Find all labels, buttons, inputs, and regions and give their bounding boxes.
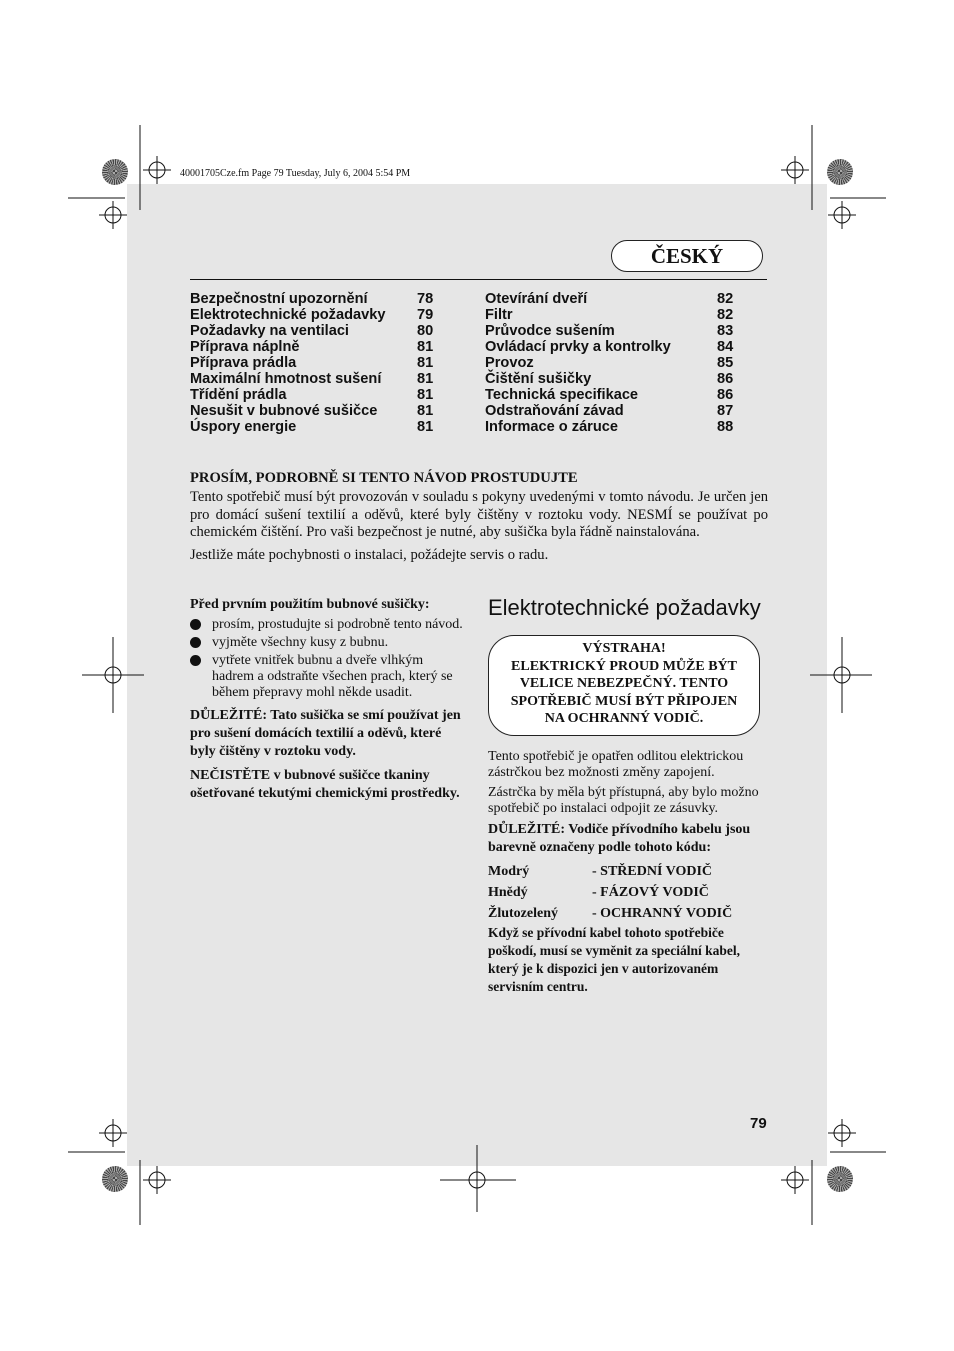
toc-page-number: 81 — [417, 403, 434, 419]
warning-line: ELEKTRICKÝ PROUD MŮŽE BÝT — [511, 658, 737, 674]
wire-function: - STŘEDNÍ VODIČ — [592, 863, 713, 879]
toc-page-number: 82 — [717, 307, 734, 323]
list-item — [190, 653, 466, 701]
list-item-text: vytřete vnitřek bubnu a dveře vlhkým hadrem a odstraňte všechen prach, který se během přepravy mohl někde usadit. — [212, 653, 453, 700]
toc-entry — [190, 355, 450, 371]
toc-title: Otevírání dveří — [485, 291, 588, 307]
rosette-bottom-right — [827, 1166, 853, 1192]
rosette-top-left — [102, 159, 128, 185]
rosette-top-right — [827, 159, 853, 185]
important-note: DŮLEŽITÉ: Tato sušička se smí používat jen pro sušení domácích textilií a oděvů, které byly čištěny v roztoku vody. — [190, 708, 461, 759]
toc-entry — [190, 339, 450, 355]
toc-title: Odstraňování závad — [485, 403, 624, 419]
left-column — [190, 596, 466, 803]
toc-title: Čištění sušičky — [485, 371, 592, 387]
toc-entry — [485, 339, 745, 355]
toc-title: Průvodce sušením — [485, 323, 615, 339]
wire-color: Modrý — [488, 863, 530, 879]
toc-title: Informace o záruce — [485, 419, 619, 435]
first-use-list — [190, 617, 466, 701]
electrical-heading: Elektrotechnické požadavky — [488, 595, 761, 620]
heading-rule — [190, 279, 767, 280]
bullet-icon — [190, 619, 201, 630]
toc-page-number: 81 — [417, 339, 434, 355]
intro-text — [190, 489, 768, 569]
first-use-heading: Před prvním použitím bubnové sušičky: — [190, 597, 430, 612]
toc-title: Ovládací prvky a kontrolky — [485, 339, 671, 355]
rosette-bottom-left — [102, 1166, 128, 1192]
toc-entry — [485, 355, 745, 371]
toc-title: Elektrotechnické požadavky — [190, 307, 386, 323]
toc-title: Třídění prádla — [190, 387, 287, 403]
toc-title: Úspory energie — [190, 419, 297, 435]
intro-heading: PROSÍM, PODROBNĚ SI TENTO NÁVOD PROSTUDUJTE — [190, 470, 578, 486]
toc-title: Příprava prádla — [190, 355, 297, 371]
toc-title: Nesušit v bubnové sušičce — [190, 403, 378, 419]
toc-entry — [190, 291, 450, 307]
warning-box — [488, 635, 760, 736]
cable-replacement-note: Když se přívodní kabel tohoto spotřebiče poškodí, musí se vyměnit za speciální kabel, který je k dispozici jen v autorizovaném servisním centru. — [488, 924, 741, 994]
toc-page-number: 80 — [417, 323, 434, 339]
toc-title: Filtr — [485, 307, 513, 323]
bullet-icon — [190, 637, 201, 648]
toc-right-column — [485, 291, 745, 435]
toc-page-number: 83 — [717, 323, 734, 339]
toc-page-number: 81 — [417, 355, 434, 371]
list-item — [190, 617, 466, 633]
toc-entry — [485, 419, 745, 435]
toc-entry — [190, 403, 450, 419]
wire-row — [488, 861, 768, 882]
toc-page-number: 84 — [717, 339, 734, 355]
page-number: 79 — [750, 1115, 767, 1132]
intro-paragraph: Jestliže máte pochybnosti o instalaci, požádejte servis o radu. — [190, 546, 549, 563]
wire-color-table — [488, 861, 768, 924]
warning-line: VELICE NEBEZPEČNÝ. TENTO — [519, 676, 729, 692]
warning-line: NA OCHRANNÝ VODIČ. — [544, 711, 704, 727]
warning-line: SPOTŘEBIČ MUSÍ BÝT PŘIPOJEN — [510, 693, 738, 709]
warning-line: VÝSTRAHA! — [582, 641, 666, 656]
toc-entry — [485, 403, 745, 419]
toc-entry — [485, 387, 745, 403]
toc-entry — [190, 371, 450, 387]
toc-page-number: 88 — [717, 419, 734, 435]
wire-function: - FÁZOVÝ VODIČ — [592, 884, 709, 900]
toc-page-number: 81 — [417, 387, 434, 403]
wire-row — [488, 903, 768, 924]
toc-page-number: 81 — [417, 371, 434, 387]
toc-entry — [190, 419, 450, 435]
toc-title: Požadavky na ventilaci — [190, 323, 349, 339]
toc-title: Maximální hmotnost sušení — [190, 371, 382, 387]
toc-entry — [485, 291, 745, 307]
wire-color: Hnědý — [488, 884, 528, 900]
toc-left-column — [190, 291, 450, 435]
intro-paragraph: Tento spotřebič musí být provozován v souladu s pokyny uvedenými v tomto návodu. Je určen jen pro domácí sušení textilií a oděvů, které byly čištěny v roztoku vody. NESMÍ se používat po chemickém čištění. Pro vaši bezpečnost je nutné, aby sušička byla řádně nainstalována. — [190, 489, 768, 540]
list-item-text: vyjměte všechny kusy z bubnu. — [212, 635, 389, 650]
wire-code-note: DŮLEŽITÉ: Vodiče přívodního kabelu jsou barevně označeny podle tohoto kódu: — [488, 821, 751, 855]
cleaning-warning: NEČISTĚTE v bubnové sušičce tkaniny ošetřované tekutými chemickými prostředky. — [190, 768, 460, 801]
toc-title: Bezpečnostní upozornění — [190, 291, 368, 307]
file-header-note: 40001705Cze.fm Page 79 Tuesday, July 6, 2004 5:54 PM — [180, 168, 411, 179]
toc-page-number: 81 — [417, 419, 434, 435]
toc-entry — [485, 371, 745, 387]
toc-entry — [485, 323, 745, 339]
right-column — [488, 594, 768, 1000]
toc-page-number: 79 — [417, 307, 434, 323]
bullet-icon — [190, 655, 201, 666]
socket-paragraph: Zástrčka by měla být přístupná, aby bylo možno spotřebič po instalaci odpojit ze zásuvky. — [488, 784, 759, 816]
plug-paragraph: Tento spotřebič je opatřen odlitou elektrickou zástrčkou bez možnosti změny zapojení. — [488, 748, 744, 780]
list-item-text: prosím, prostudujte si podrobně tento návod. — [212, 617, 463, 632]
toc-page-number: 86 — [717, 371, 734, 387]
list-item — [190, 635, 466, 651]
toc-title: Příprava náplně — [190, 339, 300, 355]
toc-title: Provoz — [485, 355, 534, 371]
electrical-text — [488, 749, 768, 996]
toc-page-number: 87 — [717, 403, 734, 419]
toc-page-number: 78 — [417, 291, 434, 307]
toc-entry — [190, 307, 450, 323]
wire-color: Žlutozelený — [488, 905, 558, 921]
toc-title: Technická specifikace — [485, 387, 639, 403]
toc-entry — [485, 307, 745, 323]
wire-row — [488, 882, 768, 903]
wire-function: - OCHRANNÝ VODIČ — [592, 905, 733, 921]
toc-page-number: 85 — [717, 355, 734, 371]
toc-page-number: 86 — [717, 387, 734, 403]
toc-entry — [190, 387, 450, 403]
toc-entry — [190, 323, 450, 339]
toc-page-number: 82 — [717, 291, 734, 307]
language-label: ČESKÝ — [611, 240, 763, 272]
